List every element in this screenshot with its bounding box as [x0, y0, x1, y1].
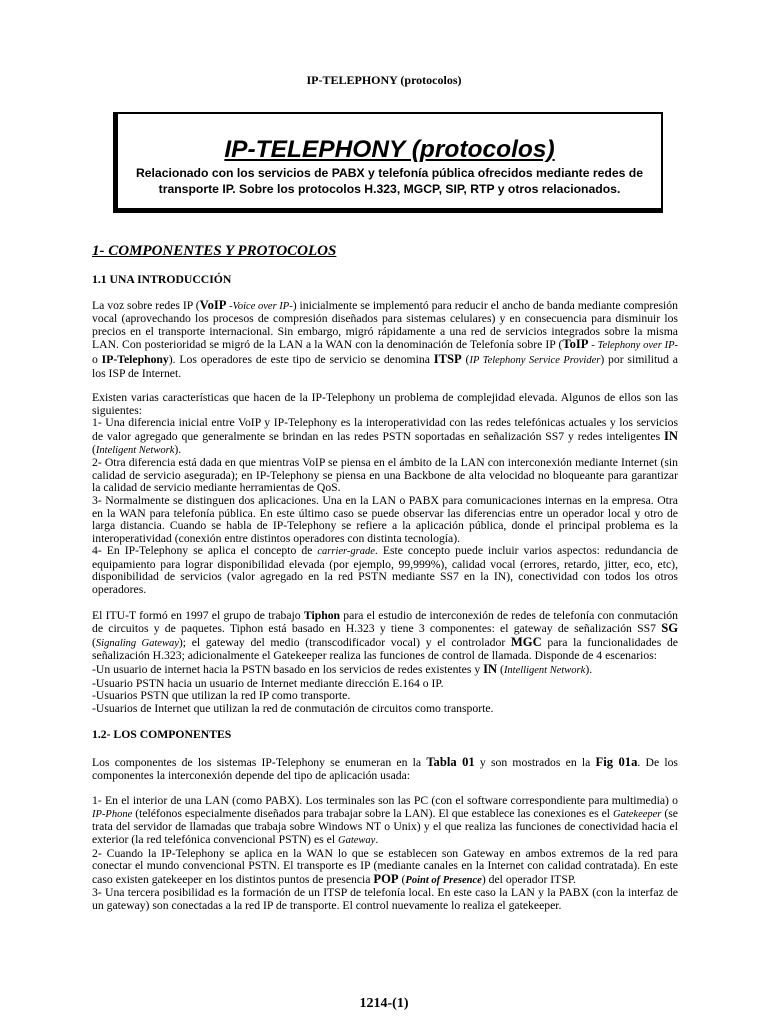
running-header: IP-TELEPHONY (protocolos)	[306, 73, 462, 87]
document-body	[92, 242, 678, 913]
paragraph-tiphon: El ITU-T formó en 1997 el grupo de trabajo Tiphon para el estudio de interconexión de redes de telefonía con conmutación de circuitos y de paquetes. Tiphon está basado en H.323 y tiene 3 componentes: el gateway de señalización SS7 SG (Signaling Gateway); el gateway del medio (transcodificador vocal) y el controlador MGC para la funcionalidades de señalización H.323; adicionalmente el Gatekeeper realiza las funciones de control de llamada. Disponde de 4 escenarios: -Un usuario de internet hacia la PSTN basado en los servicios de redes existentes y IN (Intelligent Network). -Usuario PSTN hacia un usuario de Internet mediante dirección E.164 o IP. -Usuarios PSTN que utilizan la red IP como transporte. -Usuarios de Internet que utilizan la red de conmutación de circuitos como transporte.	[92, 608, 678, 715]
term-in: IN	[664, 428, 678, 443]
term-mgc: MGC	[510, 634, 542, 649]
term-pop: POP	[373, 871, 399, 886]
ref-fig-01a: Fig 01a	[595, 755, 638, 769]
subtitle-line-2: transporte IP. Sobre los protocolos H.323, MGCP, SIP, RTP y otros relacionados.	[158, 182, 621, 196]
term-itsp: ITSP	[433, 351, 462, 366]
title-box	[113, 112, 663, 213]
section-heading: 1- COMPONENTES Y PROTOCOLOS	[92, 243, 337, 259]
page-number: 1214-(1)	[359, 996, 409, 1011]
term-ip-telephony: IP-Telephony	[101, 352, 169, 366]
ref-tabla-01: Tabla 01	[426, 755, 475, 769]
subtitle-line-1: Relacionado con los servicios de PABX y telefonía pública ofrecidos mediante redes de	[135, 166, 644, 180]
term-voip: VoIP	[199, 297, 227, 312]
paragraph-components-intro: Los componentes de los sistemas IP-Telephony se enumeran en la Tabla 01 y son mostrados en la Fig 01a. De los componentes la interconexión depende del tipo de aplicación usada:	[92, 755, 678, 782]
subsection-heading-components: 1.2- LOS COMPONENTES	[92, 728, 232, 742]
term-toip: ToIP	[562, 337, 589, 352]
paragraph-voip-intro: La voz sobre redes IP (VoIP -Voice over IP-) inicialmente se implementó para reducir el ancho de banda mediante compresión vocal (aprovechando los procesos de compresión diseñados para sistemas celulares) y en consecuencia para disminuir los precios en el transporte internacional. Sin embargo, migró rápidamente a una red de servicios integrados sobre la misma LAN. Con posterioridad se migró de la LAN a la WAN con la denominación de Telefonía sobre IP (ToIP - Telephony over IP- o IP-Telephony). Los operadores de este tipo de servicio se denomina ITSP (IP Telephony Service Provider) por similitud a los ISP de Internet.	[92, 297, 678, 380]
paragraph-characteristics: Existen varias características que hacen de la IP-Telephony un problema de complejidad elevada. Algunos de ellos son las siguientes: 1- Una diferencia inicial entre VoIP y IP-Telephony es la interoperatividad con las redes telefónicas actuales y los servicios de valor agregado que generalmente se brindan en las redes PSTN soportadas en señalización SS7 y redes inteligentes IN (Inteligent Network). 2- Otra diferencia está dada en que mientras VoIP se piensa en el ámbito de la LAN con interconexión mediante Internet (sin calidad de servicio asegurada); en IP-Telephony se piensa en una Backbone de alta velocidad no bloqueante para garantizar la calidad de servicio mediante herramientas de QoS. 3- Normalmente se distinguen dos aplicaciones. Una en la LAN o PABX para comunicaciones internas en la empresa. Otra en la WAN para telefonía pública. En este último caso se puede observar las diferencias entre un operador local y otro de larga distancia. Cuando se habla de IP-Telephony se refiere a la aplicación pública, donde el principal problema es la interoperatividad (conexión entre distintos operadores con distinta tecnología). 4- En IP-Telephony se aplica el concepto de carrier-grade. Este concepto puede incluir varios aspectos: redundancia de equipamiento para lograr disponibilidad elevada (por ejemplo, 99,999%), calidad vocal (errores, retardo, jitter, eco, etc), disponibilidad de servicios (valor agregado en la red PSTN mediante SS7 en la IN), conectividad con todos los otros operadores.	[92, 391, 679, 597]
document-title: IP-TELEPHONY (protocolos)	[224, 136, 555, 163]
document-subtitle	[128, 165, 651, 197]
paragraph-applications: 1- En el interior de una LAN (como PABX). Los terminales son las PC (con el software correspondiente para multimedia) o IP-Phone (teléfonos especialmente diseñados para trabajar sobre la LAN). El que establece las conexiones es el Gatekeeper (se trata del servidor de llamadas que trabaja sobre Windows NT o Unix) y el que realiza las funciones de conectividad hacia el exterior (la red telefónica convencional PSTN) es el Gateway. 2- Cuando la IP-Telephony se aplica en la WAN lo que se establecen son Gateway en ambos extremos de la red para conectar el mundo convencional PSTN. El transporte es IP (mediante canales en la Internet con calidad contratada). En este caso existen gatekeeper en los distintos puntos de presencia POP (Point of Presence) del operador ITSP. 3- Una tercera posibilidad es la formación de un ITSP de telefonía local. En este caso la LAN y la PABX (con la interfaz de un gateway) son conectadas a la red IP de transporte. El control nuevamente lo realiza el gatekeeper.	[92, 794, 678, 912]
term-sg: SG	[661, 621, 678, 636]
subsection-heading-intro: 1.1 UNA INTRODUCCIÓN	[92, 273, 232, 286]
term-tiphon: Tiphon	[303, 608, 341, 622]
